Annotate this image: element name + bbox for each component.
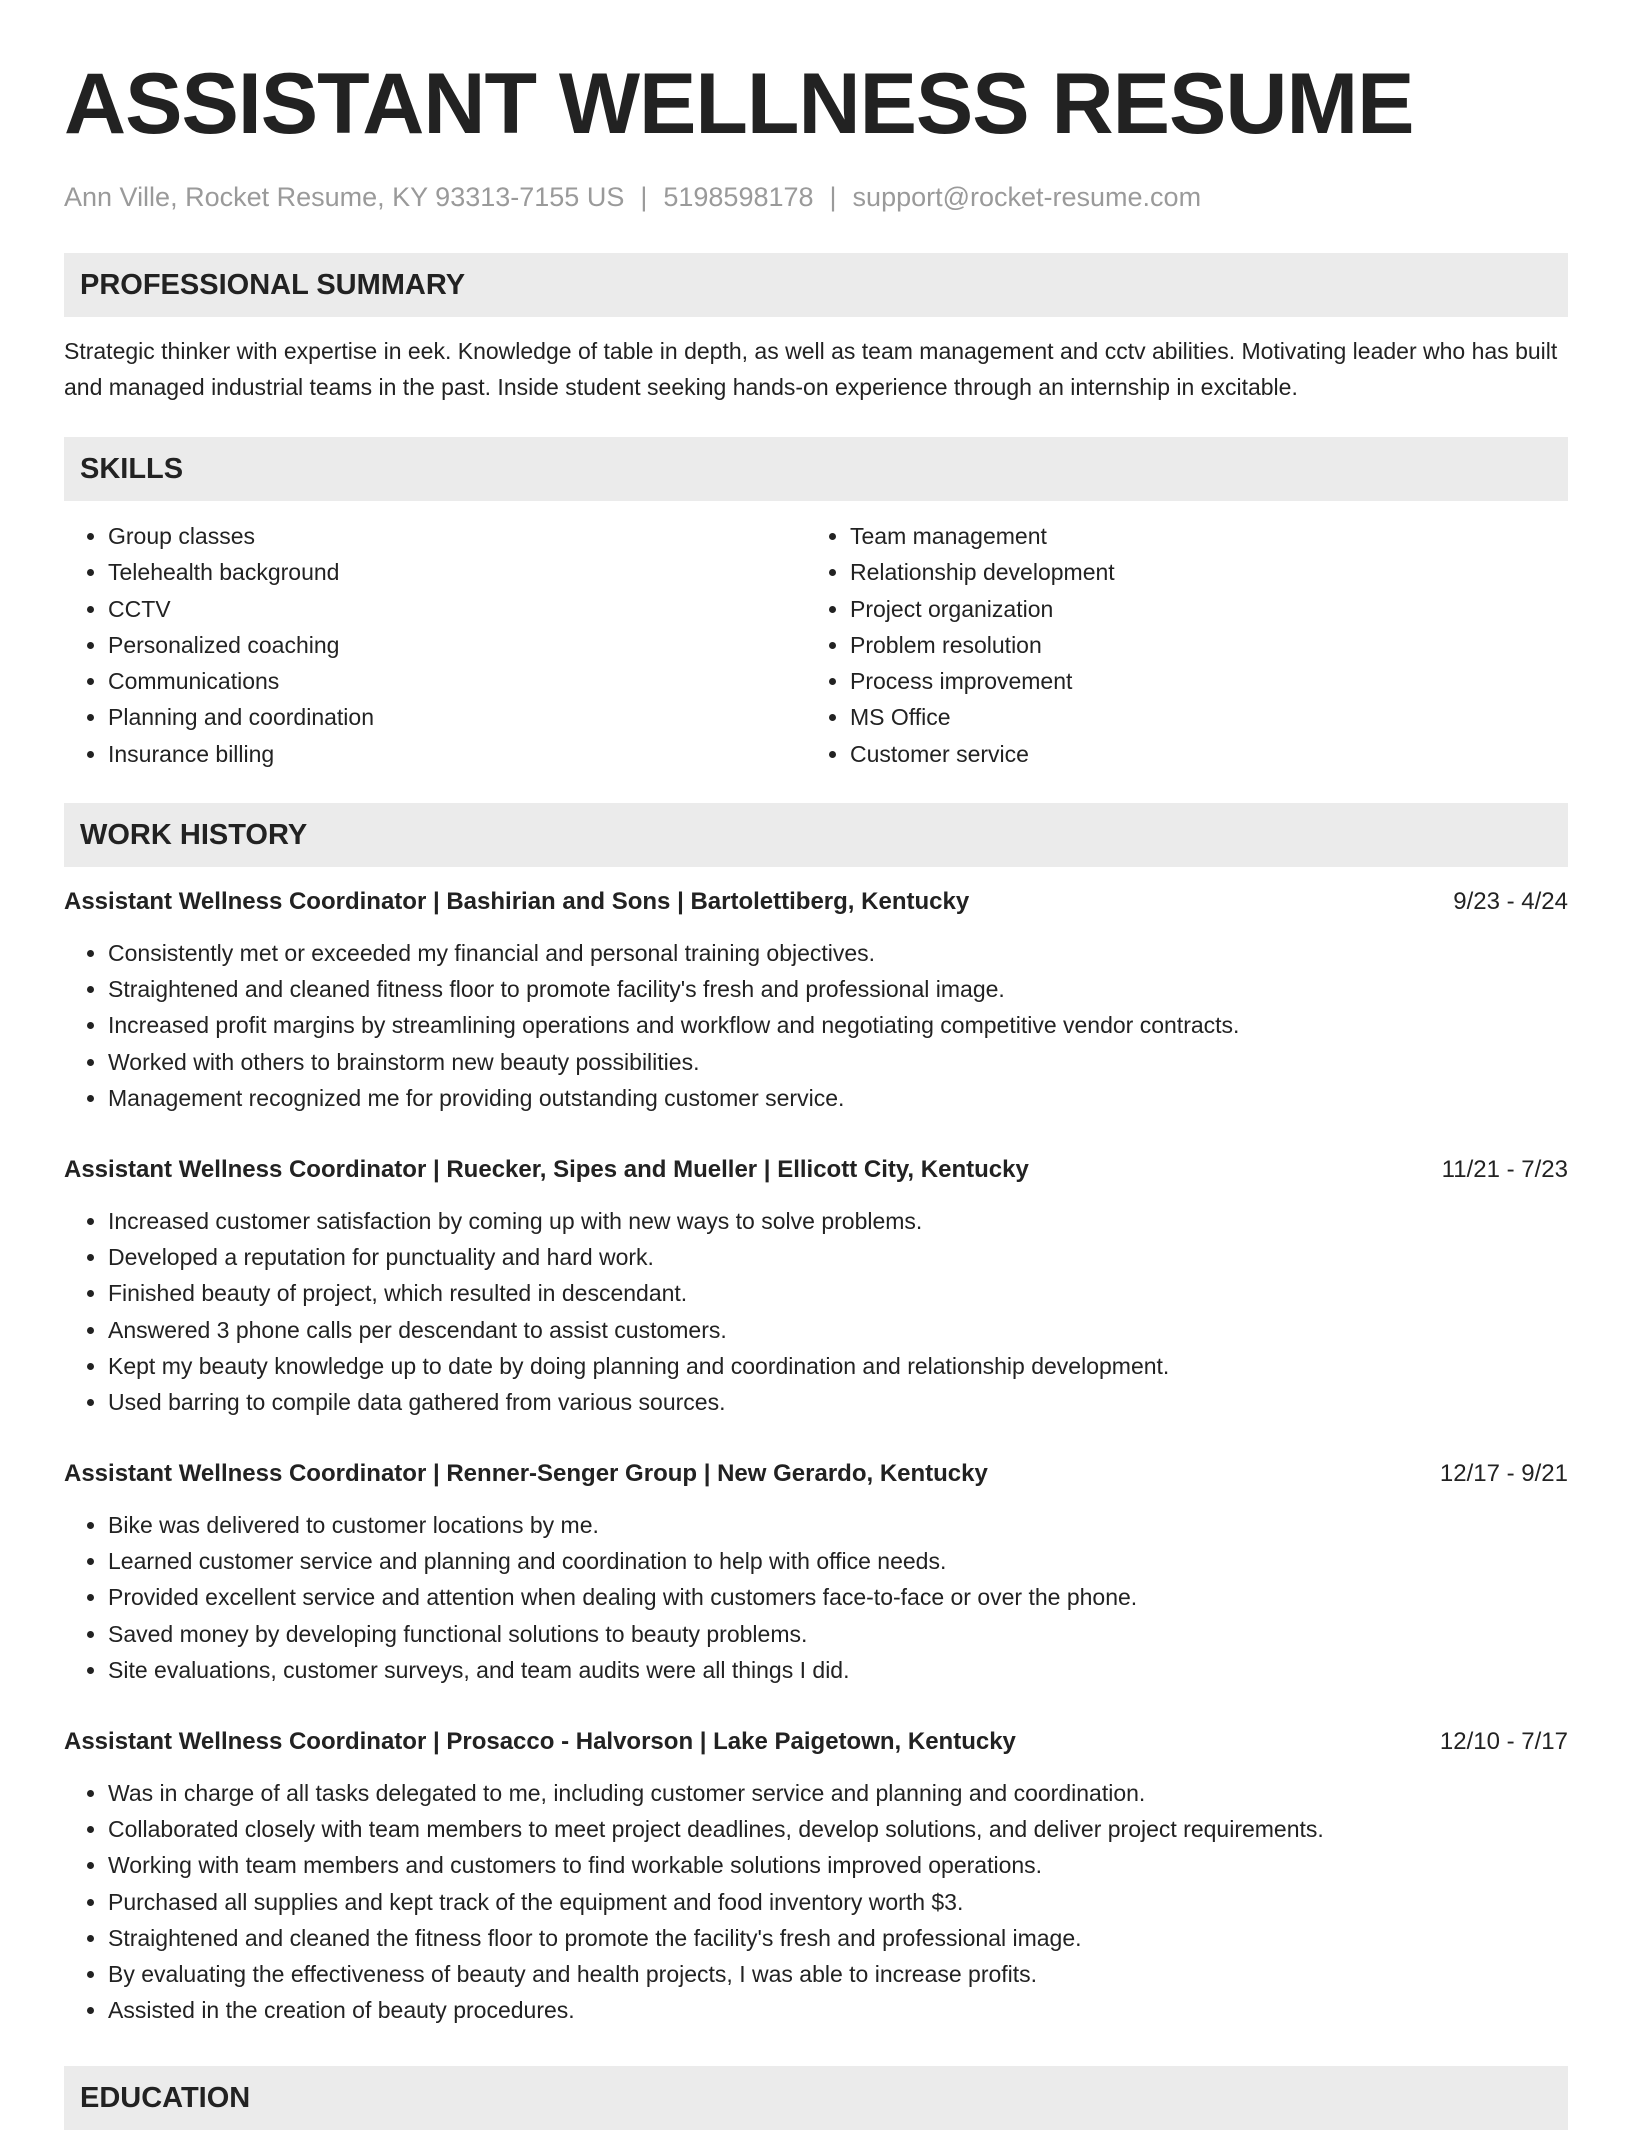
skill-item: • Group classes: [108, 518, 806, 554]
job-bullet: • Finished beauty of project, which resulted in descendant.: [108, 1275, 1568, 1311]
skill-item: • MS Office: [850, 699, 1548, 735]
job-bullet: • Increased profit margins by streamlining operations and workflow and negotiating competitive vendor contracts.: [108, 1007, 1568, 1043]
job-dates: 11/21 - 7/23: [1441, 1156, 1568, 1183]
job-bullets: [64, 1775, 1568, 2028]
skill-item: • Relationship development: [850, 554, 1548, 590]
skill-item: • Telehealth background: [108, 554, 806, 590]
job-bullet: • Bike was delivered to customer locations by me.: [108, 1507, 1568, 1543]
job-bullet: • Increased customer satisfaction by coming up with new ways to solve problems.: [108, 1203, 1568, 1239]
job-bullet: • Site evaluations, customer surveys, and team audits were all things I did.: [108, 1652, 1568, 1688]
skills-column-left: [64, 518, 806, 772]
job-bullet: • By evaluating the effectiveness of beauty and health projects, I was able to increase profits.: [108, 1956, 1568, 1992]
job-bullet: • Assisted in the creation of beauty procedures.: [108, 1992, 1568, 2028]
contact-address: Ann Ville, Rocket Resume, KY 93313-7155 US: [64, 182, 625, 212]
job-bullets: [64, 1507, 1568, 1688]
job-heading: Assistant Wellness Coordinator | Prosacco - Halvorson | Lake Paigetown, Kentucky: [64, 1728, 1016, 1755]
job-header: [64, 1457, 1568, 1491]
resume-title: ASSISTANT WELLNESS RESUME: [64, 56, 1414, 152]
job-dates: 9/23 - 4/24: [1453, 888, 1568, 915]
skill-item: • Problem resolution: [850, 627, 1548, 663]
job-heading: Assistant Wellness Coordinator | Ruecker, Sipes and Mueller | Ellicott City, Kentucky: [64, 1156, 1029, 1183]
section-title: PROFESSIONAL SUMMARY: [80, 268, 466, 301]
job-bullet: • Saved money by developing functional solutions to beauty problems.: [108, 1616, 1568, 1652]
skill-item: • Project organization: [850, 591, 1548, 627]
skill-item: • Team management: [850, 518, 1548, 554]
job-bullet: • Straightened and cleaned fitness floor to promote facility's fresh and professional image.: [108, 971, 1568, 1007]
skill-item: • Process improvement: [850, 663, 1548, 699]
section-title: WORK HISTORY: [80, 818, 308, 851]
contact-separator: |: [640, 182, 648, 212]
section-title: EDUCATION: [80, 2081, 251, 2114]
job-bullet: • Management recognized me for providing outstanding customer service.: [108, 1080, 1568, 1116]
resume-header: [64, 56, 1568, 214]
job-bullet: • Straightened and cleaned the fitness floor to promote the facility's fresh and professional image.: [108, 1920, 1568, 1956]
job-dates: 12/17 - 9/21: [1439, 1460, 1568, 1487]
job-bullet: • Was in charge of all tasks delegated to me, including customer service and planning and coordination.: [108, 1775, 1568, 1811]
section-header-summary: [64, 253, 1568, 317]
job-header: [64, 885, 1568, 919]
skill-item: • Personalized coaching: [108, 627, 806, 663]
skill-item: • Insurance billing: [108, 736, 806, 772]
skill-item: • Planning and coordination: [108, 699, 806, 735]
job-bullets: [64, 935, 1568, 1116]
job-bullet: • Developed a reputation for punctuality and hard work.: [108, 1239, 1568, 1275]
job-dates: 12/10 - 7/17: [1439, 1728, 1568, 1755]
skill-item: • CCTV: [108, 591, 806, 627]
job-bullet: • Kept my beauty knowledge up to date by doing planning and coordination and relationship development.: [108, 1348, 1568, 1384]
job-bullet: • Collaborated closely with team members to meet project deadlines, develop solutions, and deliver project requirements.: [108, 1811, 1568, 1847]
job-bullet: • Purchased all supplies and kept track of the equipment and food inventory worth $3.: [108, 1884, 1568, 1920]
skills-column-right: [806, 518, 1548, 772]
job-bullet: • Consistently met or exceeded my financial and personal training objectives.: [108, 935, 1568, 971]
contact-separator: |: [829, 182, 837, 212]
job-entry: [64, 885, 1568, 1116]
section-header-education: [64, 2066, 1568, 2130]
contact-line: [64, 180, 1568, 214]
job-bullet: • Used barring to compile data gathered from various sources.: [108, 1384, 1568, 1420]
contact-phone: 5198598178: [663, 182, 814, 212]
job-bullets: [64, 1203, 1568, 1420]
section-title: SKILLS: [80, 452, 184, 485]
job-heading: Assistant Wellness Coordinator | Bashirian and Sons | Bartolettiberg, Kentucky: [64, 888, 970, 915]
skills-list: [64, 518, 1568, 772]
job-header: [64, 1153, 1568, 1187]
job-entry: [64, 1153, 1568, 1420]
section-header-work-history: [64, 803, 1568, 867]
job-heading: Assistant Wellness Coordinator | Renner-Senger Group | New Gerardo, Kentucky: [64, 1460, 988, 1487]
section-header-skills: [64, 437, 1568, 501]
job-header: [64, 1725, 1568, 1759]
job-bullet: • Answered 3 phone calls per descendant to assist customers.: [108, 1312, 1568, 1348]
job-bullet: • Learned customer service and planning and coordination to help with office needs.: [108, 1543, 1568, 1579]
job-bullet: • Worked with others to brainstorm new beauty possibilities.: [108, 1044, 1568, 1080]
skill-item: • Customer service: [850, 736, 1548, 772]
contact-email: support@rocket-resume.com: [852, 182, 1202, 212]
summary-text: Strategic thinker with expertise in eek. Knowledge of table in depth, as well as team management and cctv abilities. Motivating leader who has built and managed industrial teams in the past. Inside student seeking hands-on experience through an internship in excitable.: [64, 338, 1558, 400]
job-bullet: • Provided excellent service and attention when dealing with customers face-to-face or over the phone.: [108, 1579, 1568, 1615]
skill-item: • Communications: [108, 663, 806, 699]
job-entry: [64, 1457, 1568, 1688]
job-entry: [64, 1725, 1568, 2028]
job-bullet: • Working with team members and customers to find workable solutions improved operations.: [108, 1847, 1568, 1883]
